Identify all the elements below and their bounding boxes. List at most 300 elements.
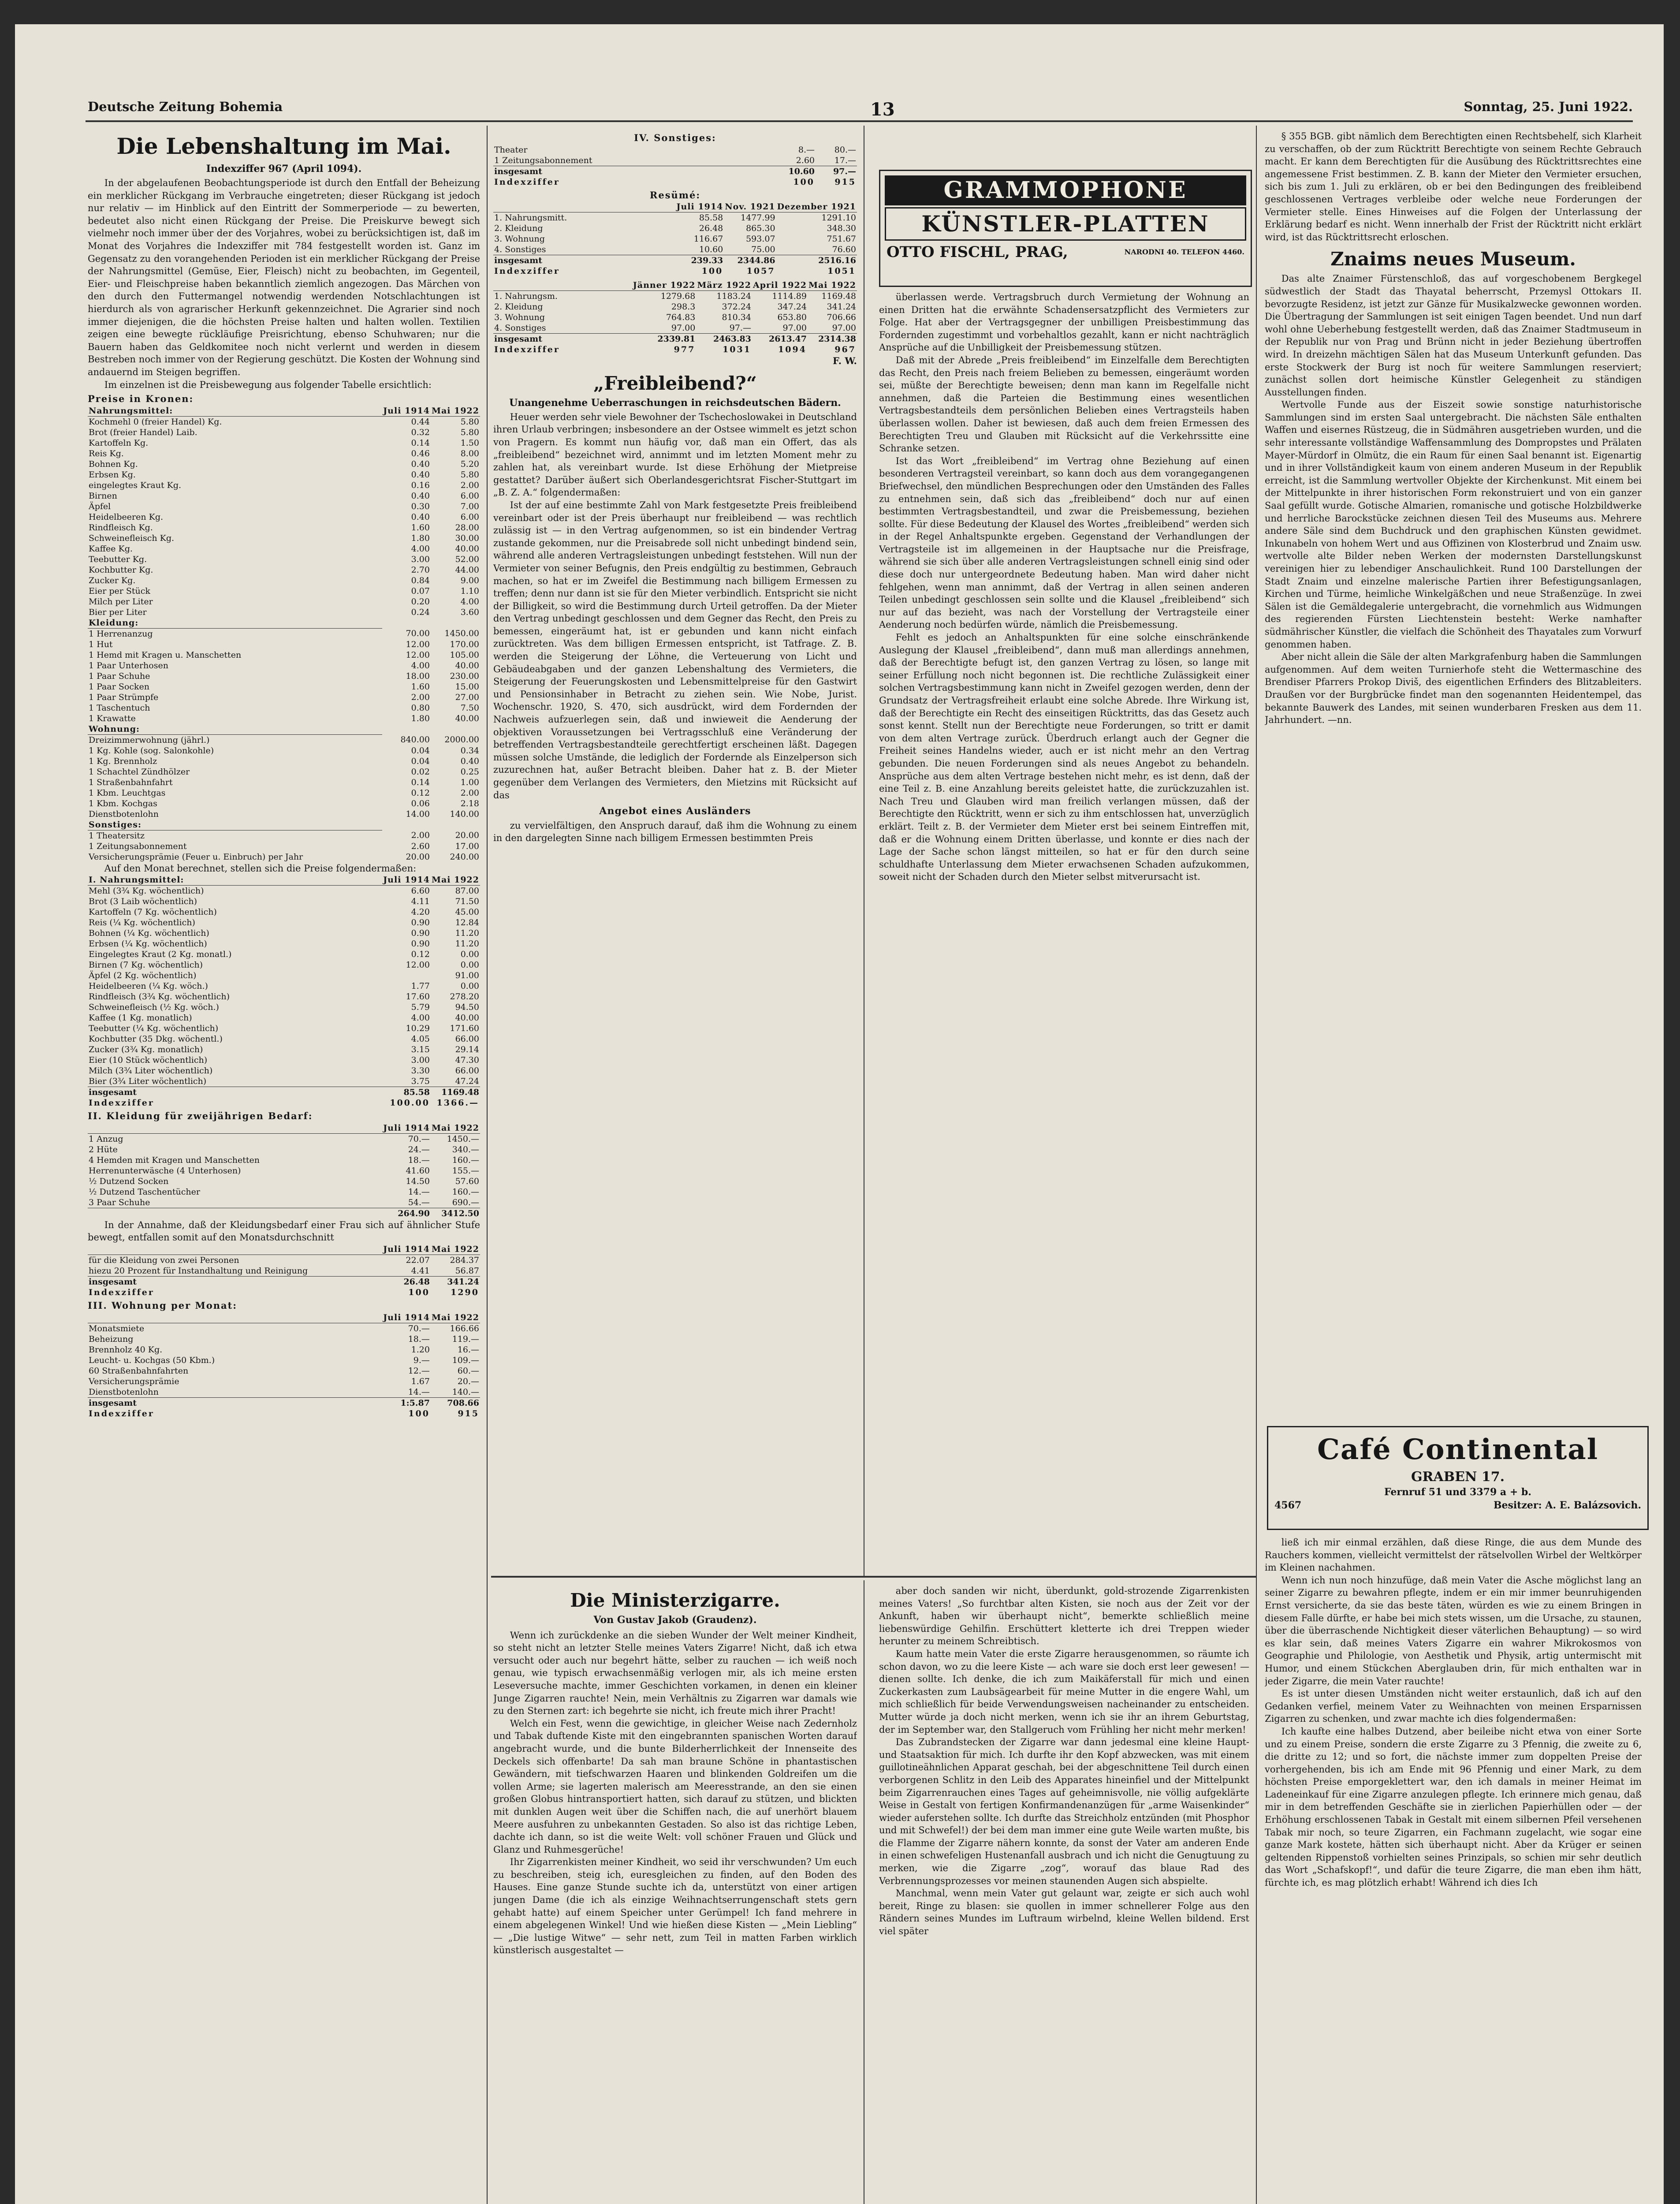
table-row [88, 1287, 480, 1298]
table-row [88, 660, 480, 671]
table-cell-label: 1 Zeitungsabonnement [494, 155, 592, 165]
column-rule-1 [487, 126, 488, 2204]
table-cell-label: 1 Hut [89, 639, 113, 649]
table-cell-label: Versicherungsprämie (Feuer u. Einbruch) per Jahr [89, 852, 303, 862]
table-cell-label: Leucht- u. Kochgas (50 Kbm.) [89, 1355, 215, 1365]
table-cell-label: ½ Dutzend Socken [89, 1176, 169, 1186]
table-cell-value: 230.00 [450, 671, 479, 681]
table-cell-value: 10.60 [774, 166, 816, 177]
table-cell-value: 14.— [408, 1187, 430, 1197]
table-cell-value: 706.66 [827, 313, 856, 323]
table-cell-value: 66.00 [455, 1034, 479, 1044]
table-cell-value: 71.50 [455, 897, 479, 907]
table-cell-value: 56.87 [455, 1266, 479, 1276]
table-cell-value: 0.24 [411, 607, 430, 617]
table-cell-value: 5.80 [460, 417, 479, 427]
signature: F. W. [832, 355, 857, 367]
table-row [88, 427, 480, 438]
table-cell-value: 0.40 [411, 512, 430, 522]
table-cell-value: 70.— [408, 1134, 430, 1144]
article-title-znaim: Znaims neues Museum. [1330, 248, 1576, 270]
column-rule-3 [1256, 126, 1257, 2204]
table-cell-value: 2.60 [796, 155, 815, 165]
table-row [88, 1044, 480, 1055]
table-cell-label: Schweinefleisch (½ Kg. wöch.) [89, 1002, 219, 1013]
table-cell-value [382, 970, 431, 981]
table-cell-value: 171.60 [450, 1024, 479, 1034]
table-cell-label: 1 Kg. Kohle (sog. Salonkohle) [89, 745, 214, 756]
table-cell-value: 6.60 [411, 886, 430, 896]
table-row [88, 1277, 480, 1288]
article-paragraph: Daß mit der Abrede „Preis freibleibend“ im Einzelfalle dem Berechtigten das Recht, den Preis nach freiem Belieben zu bemessen, eingeräumt worden sei, müßte der Berechtigte beweisen; denn man kann im Regelfalle nicht annehmen, daß die Parteien die Bestimmung eines wesentlichen Vertragsbestandteils dem persönlichen Belieben eines Vertragsteils haben überlassen wollen. Daher ist bewiesen, daß auch dem freien Ermessen des Berechtigten Treu und Glauben mit Rücksicht auf die Verkehrssitte eine Schranke setzen. [879, 354, 1249, 454]
table-cell-value: 1290 [451, 1288, 479, 1298]
table-cell-value: 100 [793, 177, 815, 187]
table-row [88, 1376, 480, 1387]
table-cell-value: 348.30 [827, 223, 856, 234]
table-cell-value: 5.20 [460, 459, 479, 469]
table-cell-value: 85.58 [382, 1087, 431, 1098]
table-cell-label: 1 Kbm. Kochgas [89, 798, 157, 808]
table-cell-value: Juli 1914 [383, 1123, 430, 1133]
table-cell-value: 1169.48 [431, 1087, 480, 1098]
table-row [88, 1334, 480, 1344]
table-row [88, 469, 480, 480]
table-cell-value: 4.00 [411, 660, 430, 670]
table-row [88, 886, 480, 897]
table-cell-value: 0.16 [411, 480, 430, 490]
table-cell-value: 2.70 [411, 565, 430, 575]
table-caption: Preise in Kronen: [88, 393, 194, 405]
table-cell-value: 8.— [798, 145, 815, 155]
table-row [493, 280, 857, 291]
table-cell-value: 166.66 [450, 1323, 479, 1333]
table-cell-value: 2.60 [411, 841, 430, 851]
table-cell-value: 1031 [723, 345, 751, 355]
table-cell-label: 1 Herrenanzug [89, 629, 153, 639]
table-cell-label: Bohnen (¼ Kg. wöchentlich) [89, 928, 209, 938]
table-cell-value: 967 [834, 345, 856, 355]
table-row [493, 255, 857, 266]
table-row [88, 681, 480, 692]
table-cell-value: 57.60 [455, 1176, 479, 1186]
table-cell-value: April 1922 [752, 280, 807, 290]
table-cell-value: 22.07 [406, 1255, 430, 1266]
article-paragraph: Ist der auf eine bestimmte Zahl von Mark festgesetzte Preis freibleibend vereinbart oder ist der Preis überhaupt nur freibleibend — was rechtlich zulässig ist — in den Vertrag aufgenommen, so ist ein bindender Vertrag zustande gekommen, nur die Preisabrede soll nicht unbedingt bindend sein, während alle anderen Vertragsleistungen unbedingt feststehen. Will nun der Vermieter von seiner Befugnis, den Preis endgültig zu bestimmen, Gebrauch machen, so hat er im Zweifel die Bestimmung nach billigem Ermessen zu treffen; denn nur dann ist sie für den Mieter verbindlich. Entspricht sie nicht der Billigkeit, so wird die Bestimmung durch Urteil getroffen. Da der Mieter den Vertrag unbedingt geschlossen und dem Gegner das Recht, den Preis zu bemessen, eingeräumt hat, ist er gebunden und kann nicht einfach zurücktreten. Was dem billigen Ermessen entspricht, ist Tatfrage. Z. B. werden die Steigerung der Löhne, die Verteuerung von Licht und Gebäudeabgaben und der ganzen Lebenshaltung des Vermieters, die Steigerung der Feuerungskosten und Lebensmittelpreise für den Gastwirt und Pensionsinhaber in Betracht zu ziehen sein. Wie Nobe, Jurist. Wochenschr. 1920, S. 470, sich ausdrückt, wird dem Fordernden der Nachweis aufzuerlegen sein, daß und inwieweit die Aenderung der objektiven Voraussetzungen bei Vertragsschluß eine Veränderung der betreffenden Vertragsbestandteile gerechtfertigt erscheinen läßt. Dagegen müssen solche Umstände, die lediglich der Fordernde als Einzelperson sich zuzurechnen hat, außer Betracht bleiben. Daher hat z. B. der Mieter gegenüber dem Verlangen des Vermieters, den Mietzins mit Rücksicht auf das [493, 499, 857, 800]
table-row [88, 798, 480, 809]
table-cell-value: 2344.86 [724, 255, 776, 266]
table-row [493, 201, 857, 212]
table-cell-label [88, 1312, 382, 1323]
sonstiges-title: IV. Sonstiges: [634, 132, 716, 143]
table-cell-value: 20.— [457, 1376, 479, 1386]
table-cell-value: 1279.68 [660, 291, 696, 302]
article-subhead: Angebot eines Ausländers [599, 805, 751, 817]
article-paragraph: überlassen werde. Vertragsbruch durch Vermietung der Wohnung an einen Dritten hat die erwähnte Schadensersatzpflicht des Vermieters zur Folge. Hat aber der Vertragsgegner der unbilligen Preisbestimmung das Fordernden zugestimmt und vorbehaltlos gezahlt, kann er nicht nachträglich Ansprüche auf die Unbilligkeit der Preisbemessung stützen. [879, 292, 1249, 353]
table-cell-value: 12.00 [406, 960, 430, 970]
table-cell-label: Kochbutter (35 Dkg. wöchentl.) [89, 1034, 223, 1044]
table-cell-value: 3.60 [460, 607, 479, 617]
table-cell-value: 0.04 [411, 756, 430, 766]
table-cell-value: 0.06 [411, 798, 430, 808]
table-cell-label: Birnen (7 Kg. wöchentlich) [89, 960, 203, 970]
article-paragraph: Wenn ich zurückdenke an die sieben Wunder der Welt meiner Kindheit, so steht nicht an letzter Stelle meines Vaters Zigarre! Nicht, daß ich etwa versucht oder auch nur begehrt hätte, selber zu rauchen — ich weiß noch genau, wie typisch erwachsenmäßig verlogen mir, als ich meine ersten Leseversuche machte, immer Geschichten vorkamen, in denen ein kleiner Junge Zigarren rauchte! Nein, mein Verhältnis zu Zigarren war damals wie zu den Sternen zart: ich begehrte sie nicht, ich freute mich ihrer Pracht! [493, 1630, 857, 1716]
table-cell-value: 47.30 [455, 1055, 479, 1065]
table-cell-value: 840.00 [400, 735, 430, 745]
table-row [88, 767, 480, 777]
table-cell-value: 0.12 [411, 788, 430, 798]
table-cell-label: Herrenunterwäsche (4 Unterhosen) [89, 1165, 241, 1176]
table-cell-value: 865.30 [746, 223, 775, 234]
table-cell-label: Monatsmiete [89, 1323, 145, 1333]
table-cell-value: 97.— [729, 323, 751, 333]
table-cell-value: 100 [701, 266, 723, 276]
table-cell-value: 0.40 [411, 491, 430, 501]
table-cell-label: 1 Straßenbahnfahrt [89, 777, 173, 787]
article-paragraph: Manchmal, wenn mein Vater gut gelaunt war, zeigte er sich auch wohl bereit, Ringe zu blasen: sie quollen in immer schnellerer Folge aus den Rändern seines Mundes im Luftraum wirbelnd, kleine Wellen bildend. Erst viel später [879, 1888, 1249, 1937]
table-cell-value: 1.80 [411, 713, 430, 723]
ad-cafe-owner-row [1268, 1499, 1647, 1512]
table-cell-value: 5.79 [411, 1002, 430, 1013]
table-cell-label: Kochbutter Kg. [89, 565, 153, 575]
table-row [88, 1387, 480, 1398]
table-cell-label: Kaffee (1 Kg. monatlich) [89, 1013, 192, 1023]
table-row [88, 1366, 480, 1376]
table-cell-value: 100 [408, 1288, 430, 1298]
table-row [88, 703, 480, 713]
feuilleton-column-1 [493, 1585, 857, 2204]
table-row [88, 734, 480, 745]
table-cell-value: Juli 1914 [383, 406, 430, 416]
table-cell-value: 11.20 [455, 928, 479, 938]
feuilleton-column-2 [879, 1585, 1249, 2204]
table-cell-label: ½ Dutzend Taschentücher [89, 1187, 200, 1197]
table-cell-value: 26.48 [699, 223, 723, 234]
table-cell-label: Indexziffer [494, 177, 560, 187]
table-cell-value: 1.67 [411, 1376, 430, 1386]
table-cell-value: 340.— [452, 1144, 479, 1154]
ad-line [887, 243, 1244, 261]
table-row [88, 554, 480, 565]
table-cell-value: Juli 1914 [383, 1244, 430, 1255]
table-cell-value: 2314.38 [808, 334, 857, 345]
table-cell-value: 0.25 [460, 767, 479, 777]
table-row [88, 480, 480, 491]
table-cell-value: 1051 [827, 266, 856, 276]
table-cell-value: 1094 [778, 345, 807, 355]
table-cell-value: 1.20 [411, 1344, 430, 1355]
table-row [493, 302, 857, 312]
table-cell-value: 44.00 [455, 565, 479, 575]
table-cell-value: Mai 1922 [431, 406, 479, 416]
table-row [88, 809, 480, 819]
table-row [88, 928, 480, 938]
table-row [88, 1133, 480, 1144]
table-row [88, 1087, 480, 1098]
table-cell-value: Juli 1914 [676, 202, 723, 212]
table-cell-value: 40.00 [455, 713, 479, 723]
table-cell-value: 977 [674, 345, 696, 355]
table-row [88, 745, 480, 756]
table-cell-label: Theater [494, 145, 528, 155]
table-cell-value: 100.00 [390, 1098, 430, 1108]
table-cell-value: 1:5.87 [382, 1397, 431, 1408]
table-cell-value: 8.00 [460, 448, 479, 458]
table-cell-label: Brot (3 Laib wöchentlich) [89, 897, 197, 907]
table-row [493, 323, 857, 334]
table-cell-label: Kaffee Kg. [89, 544, 133, 554]
clothing-monthly-table [88, 1244, 480, 1298]
table-cell-value: 1.00 [460, 777, 479, 787]
advertisement-grammophone [879, 170, 1252, 287]
table-cell-value: 4.00 [411, 544, 430, 554]
table-row [88, 639, 480, 650]
table-row [88, 448, 480, 459]
table-row [88, 1208, 480, 1219]
table-cell-value: 593.07 [746, 234, 775, 244]
table-cell-value: 9.00 [460, 575, 479, 585]
table-row [88, 512, 480, 522]
table-cell-value: 41.60 [406, 1165, 430, 1176]
table-cell-label: insgesamt [493, 334, 632, 345]
article-byline: Von Gustav Jakob (Graudenz). [593, 1614, 757, 1626]
table-cell-label: Dienstbotenlohn [89, 809, 159, 819]
table-cell-value: 60.— [457, 1366, 479, 1376]
header-rule [86, 120, 1633, 122]
table-cell-value: 1450.— [447, 1134, 479, 1144]
table-row [88, 1076, 480, 1087]
table-cell-label: Indexziffer [89, 1098, 154, 1108]
table-cell-value: 298.3 [671, 302, 696, 312]
table-row [88, 1266, 480, 1277]
table-cell-value: 85.58 [699, 213, 723, 223]
table-cell-label: Mehl (3¾ Kg. wöchentlich) [89, 886, 204, 896]
table-cell-value: 3.30 [411, 1066, 430, 1076]
table-cell-label: für die Kleidung von zwei Personen [89, 1255, 239, 1266]
table-cell-label: 1 Hemd mit Kragen u. Manschetten [89, 650, 242, 660]
column-4-top [1265, 130, 1642, 1417]
table-row [88, 1355, 480, 1366]
table-cell-label: Teebutter (¼ Kg. wöchentlich) [89, 1024, 219, 1034]
article-paragraph: Auf den Monat berechnet, stellen sich die Preise folgendermaßen: [104, 863, 417, 874]
table-cell-label: Kochmehl 0 (freier Handel) Kg. [89, 417, 222, 427]
table-cell-value: 0.40 [411, 459, 430, 469]
table-cell-value: 0.90 [411, 918, 430, 928]
table-row [493, 334, 857, 345]
table-cell-label: 1 Theatersitz [89, 830, 145, 841]
table-cell-value: 240.00 [450, 852, 479, 862]
table-cell-value: 16.— [457, 1344, 479, 1355]
table-cell-label: insgesamt [88, 1277, 382, 1288]
table-row [88, 575, 480, 586]
article-paragraph: Ihr Zigarrenkisten meiner Kindheit, wo seid ihr verschwunden? Um euch zu beschreiben, steig ich, euresgleichen zu finden, auf den Boden des Hauses. Eine ganze Stunde suchte ich da, unterstützt von einer artigen jungen Dame (die ich als einzige Weihnachtserrungenschaft stets gern gehabt hatte) auf einem Speicher unter Gerümpel! Ich fand mehrere in einem abgelegenen Winkel! Und wie hießen diese Kisten — „Mein Liebling“ — „Die lustige Witwe“ — sehr nett, zum Teil in matten Farben wirklich künstlerisch ausgestaltet — [493, 1857, 857, 1956]
table-cell-label: Heidelbeeren (¼ Kg. wöch.) [89, 981, 208, 991]
table-cell-label: 1 Schachtel Zündhölzer [89, 767, 190, 777]
table-row [88, 788, 480, 798]
ad-cafe-phone: Fernruf 51 und 3379 a + b. [1384, 1486, 1531, 1498]
ad-address: NARODNI 40. TELEFON 4460. [1124, 248, 1244, 256]
table-cell-value: 109.— [452, 1355, 479, 1365]
table-row [493, 223, 857, 234]
table-cell-value: 2000.00 [444, 735, 479, 745]
table-cell-value: 0.14 [411, 438, 430, 448]
newspaper-page [15, 24, 1664, 2204]
table-cell-label: Erbsen (¼ Kg. wöchentlich) [89, 939, 207, 949]
table-row [88, 981, 480, 991]
article-subtitle-lebenshaltung: Indexziffer 967 (April 1094). [206, 163, 362, 175]
table-row [88, 438, 480, 448]
table-cell-value: Nov. 1921 [725, 202, 775, 212]
column-3-top [879, 291, 1249, 1571]
housing-table [88, 1312, 480, 1419]
table-cell-value: 1.60 [411, 522, 430, 532]
table-cell-value: 341.24 [827, 302, 856, 312]
table-row [493, 234, 857, 244]
table-cell-label: 3. Wohnung [494, 234, 545, 244]
table-cell-label: hiezu 20 Prozent für Instandhaltung und Reinigung [89, 1266, 308, 1276]
table-cell-value: 810.34 [722, 313, 751, 323]
price-table [88, 406, 480, 862]
table-cell-value: 915 [834, 177, 856, 187]
advertisement-cafe-continental [1267, 1426, 1649, 1530]
table-cell-value: 2.00 [460, 788, 479, 798]
table-cell-value: 278.20 [450, 992, 479, 1002]
table-cell-label: Birnen [89, 491, 117, 501]
table-cell-value: 0.00 [460, 949, 479, 960]
table-row [88, 907, 480, 917]
table-row [88, 1344, 480, 1355]
article-paragraph: Im einzelnen ist die Preisbewegung aus folgender Tabelle ersichtlich: [104, 379, 432, 390]
table-row [88, 1034, 480, 1044]
article-paragraph: In der Annahme, daß der Kleidungsbedarf einer Frau sich auf ähnlicher Stufe bewegt, entfallen somit auf den Monatsdurchschnitt [88, 1219, 480, 1243]
article-paragraph: Fehlt es jedoch an Anhaltspunkten für eine solche einschränkende Auslegung der Klausel „freibleibend“, dann muß man allerdings annehmen, daß der Berechtigte befugt ist, den ganzen Vertrag zu lösen, so lange mit seiner Erfüllung noch nicht begonnen ist. Die rechtliche Zulässigkeit einer solchen Vertragsbestimmung kann nicht in Zweifel gezogen werden, denn der Grundsatz der Vertragsfreiheit erlaubt eine solche Abrede. Ihre Wirkung ist, daß der Berechtigte ein Recht des einseitigen Rücktritts, das das Gesetz auch sonst kennt. Stellt nun der Berechtigte neue Forderungen, so tritt er damit von dem alten Vertrage zurück. Überdruch erlangt auch der Gegner die Freiheit seines Handelns wieder, auch er ist nicht mehr an den Vertrag gebunden. Die neuen Forderungen sind als neues Angebot zu behandeln. Ansprüche aus dem alten Vertrage bestehen nicht mehr, es ist denn, daß der eine Teil z. B. eine Anzahlung bereits geleistet hatte, die zurückzuzahlen ist. Nach Treu und Glauben wird man freilich verlangen müssen, daß der Berechtigte den Rücktritt, wenn er sich zu ihm entschlossen hat, unverzüglich erklärt. Teilt z. B. der Vermieter dem Mieter erst bei seinem Eintreffen mit, daß er die Wohnung einem Dritten überlasse, und konnte er dies nach der Lage der Sache schon längst mitteilen, so hat er für den durch seine schuldhafte Unterlassung dem Mieter erwachsenen Schaden aufzukommen, soweit nicht der Schaden durch den Mieter selbst mitverursacht ist. [879, 632, 1249, 882]
table-cell-value: 1.77 [411, 981, 430, 991]
table-cell-label: 1 Paar Socken [89, 681, 149, 692]
table-cell-label: Teebutter Kg. [89, 554, 147, 564]
table-cell-value: 160.— [452, 1155, 479, 1165]
table-cell-value: 341.24 [431, 1277, 480, 1288]
table-cell-value: 4.20 [411, 907, 430, 917]
table-cell-value: Dezember 1921 [777, 202, 856, 212]
table-row [88, 459, 480, 469]
table-cell-value: 12.— [408, 1366, 430, 1376]
table-cell-value: 20.00 [455, 830, 479, 841]
table-cell-label: Reis (¼ Kg. wöchentlich) [89, 918, 195, 928]
table-cell-value: 0.44 [411, 417, 430, 427]
table-cell-value: 17.— [834, 155, 856, 165]
housing-table-title: III. Wohnung per Monat: [88, 1300, 238, 1311]
table-cell-value: 0.40 [460, 756, 479, 766]
table-cell-value: 0.04 [411, 745, 430, 756]
table-row [88, 565, 480, 575]
table-cell-value: 264.90 [382, 1208, 431, 1219]
article-paragraph: Wertvolle Funde aus der Eiszeit sowie sonstige naturhistorische Sammlungen sind im ersten Saal untergebracht. Die nächsten Säle enthalten Waffen und eisernes Rüstzeug, die in Südmähren ausgetrieben wurden, und die sehr interessante vollständige Waffensammlung des Dompropstes und Prälaten Mayer-Mürdorf in Olmütz, die ein Raum für einen Saal benannt ist. Eigenartig und in ihrer Vollständigkeit kaum von einem anderen Museum in der Republik erreicht, ist die Sammlung wertvoller Objekte der Kirchenkunst. Mit einem bei der Mittelpunkte in ihrer historischen Form rekonstruiert und von ein ganzer Saal gefüllt wurde. Gotische Almarien, romanische und gotische Holzbildwerke und herrliche Barockstücke zeichnen diesen Teil des Museums aus. Mehrere andere Säle sind dem Buchdruck und den graphischen Künsten gewidmet. Inkunabeln von hohem Wert und aus Offizinen von Klosterbrud und Znaim usw. wertvolle alte Bilder neben Werken der modernsten Darstellungskunst vereinigen hier zu lebendiger Anschaulichkeit. Rund 100 Darstellungen der Stadt Znaim und einzelne malerische Partien ihrer Befestigungsanlagen, Kirchen und Türme, heimliche Winkelgäßchen und neue Straßenzüge. In zwei Sälen ist die Gemäldegalerie untergebracht, die vornehmlich aus Widmungen des regierenden Fürsten Liechtenstein besteht: Werke namhafter südmährischer Künstler, die vielfach die Schönheit des Thayatales zum Vorwurf genommen haben. [1265, 399, 1642, 650]
table-cell-value: 70.— [408, 1323, 430, 1333]
table-cell-value: 17.00 [455, 841, 479, 851]
article-paragraph: Das Zubrandstecken der Zigarre war dann jedesmal eine kleine Haupt- und Staatsaktion für mich. Ich durfte ihr den Kopf abzwecken, was mit einem guillotineähnlichen Apparat geschah, bei der abgeschnittene Teil durch einen verborgenen Schlitz in den Leib des Apparates hineinfiel und der Mittelpunkt beim Zigarrenrauchen eines Tages auf geheimnisvolle, nie völlig aufgeklärte Weise in Gestalt von fertigen Konfirmandenanzügen für „arme Waisenkinder“ wieder auferstehen sollte. Ich durfte das Streichholz entzünden (mit Phosphor und mit Schwefel!) der bei dem man immer eine gute Weile warten mußte, bis die Flamme der Zigarre nähern konnte, da sonst der Vater am anderen Ende in einen schwefeligen Hustenanfall ausbrach und ich nicht die Genugtuung zu merken, wie die Zigarre „zog“, worauf das blaue Rad des Verbrennungsprozesses vor meinen staunenden Augen sich abspielte. [879, 1737, 1249, 1886]
table-row [88, 1155, 480, 1165]
table-cell-value: 40.00 [455, 660, 479, 670]
table-row [88, 406, 480, 417]
table-cell-value: 30.00 [455, 533, 479, 543]
table-row [88, 819, 480, 830]
clothing-table [88, 1123, 480, 1219]
table-cell-label: 1 Zeitungsabonnement [89, 841, 187, 851]
article-paragraph: ließ ich mir einmal erzählen, daß diese Ringe, die aus dem Munde des Rauchers kommen, vielleicht vermittelst der rätselvollen Wirbel der Weltkörper im Kleinen nachahmen. [1265, 1537, 1642, 1573]
table-cell-label: Dienstbotenlohn [89, 1387, 159, 1397]
table-cell-value: 764.83 [666, 313, 696, 323]
table-row [493, 166, 857, 177]
sonstiges-table [493, 145, 857, 187]
table-cell-value: Mai 1922 [431, 875, 479, 885]
table-cell-value: 18.— [408, 1334, 430, 1344]
table-row [88, 1187, 480, 1197]
table-cell-label: Beheizung [89, 1334, 134, 1344]
table-row [88, 917, 480, 928]
table-row [88, 1055, 480, 1065]
table-cell-value: 690.— [452, 1197, 479, 1207]
table-cell-value: 1.60 [411, 681, 430, 692]
table-cell-value: 116.67 [693, 234, 723, 244]
table-cell-value: 76.60 [832, 245, 856, 255]
table-cell-value: 2613.47 [752, 334, 808, 345]
clothing-table-title: II. Kleidung für zweijährigen Bedarf: [88, 1110, 313, 1122]
table-cell-label: I. Nahrungsmittel: [88, 875, 382, 886]
table-cell-label: Nahrungsmittel: [88, 406, 382, 417]
table-cell-label: Äpfel (2 Kg. wöchentlich) [89, 971, 197, 981]
table-row [88, 596, 480, 607]
table-cell-value: 40.00 [455, 1013, 479, 1023]
table-row [88, 1123, 480, 1134]
table-cell-value: Mai 1922 [431, 1123, 479, 1133]
table-row [88, 777, 480, 788]
article-paragraph: zu vervielfältigen, den Anspruch darauf, daß ihm die Wohnung zu einem in den dargelegten Sinne nach billigem Ermessen bestimmten Preis [493, 820, 857, 844]
table-cell-label: 60 Straßenbahnfahrten [89, 1366, 189, 1376]
table-cell-label: 2 Hüte [89, 1144, 118, 1154]
article-paragraph: Ich kaufte eine halbes Dutzend, aber beileibe nicht etwa von einer Sorte und zu einem Preise, sondern die erste Zigarre zu 3 Pfennig, die zweite zu 6, die dritte zu 12; und so fort, die nächste immer zum doppelten Preise der vorhergehenden, bis ich am Ende mit 96 Pfennig und einer Mark, zu dem höchsten Preise emporgeklettert war, den ich damals in meiner Heimat im Ladeneinkauf für eine Zigarre anzulegen pflegte. Ich erinnere mich genau, daß mir in dem betreffenden Geschäfte sie in zierlichen Papierhüllen oder — der Erhöhung erschlossenen Tabak in Gestalt mit einem silbernen Pfeil versehenen Tabak mir noch, so teure Zigarren, ein Fachmann zugelacht, wie sogar eine ganze Mark kostete, hätten sich überhaupt nicht. Aber da Krüger er seinen geltenden Rippenstoß vorhielten seines Prinzipals, so schien mir sehr deutlich das Wort „Schafskopf!“, und dafür die teure Zigarre, die man eben ihm hätt, fürchte ich, es mag plötzlich erhabt! Während ich dies Ich [1265, 1726, 1642, 1888]
ad-cafe-owner-label: Besitzer: [1493, 1500, 1542, 1511]
table-cell-label: Indexziffer [89, 1408, 154, 1418]
table-cell-value: 27.00 [455, 692, 479, 702]
table-row [88, 522, 480, 533]
table-cell-value: 9.— [413, 1355, 430, 1365]
feuilleton-column-3 [1265, 1536, 1642, 2204]
table-row [88, 1176, 480, 1187]
table-row [88, 1002, 480, 1013]
table-cell-value: 708.66 [431, 1397, 480, 1408]
table-row [88, 1312, 480, 1323]
table-cell-label: Heidelbeeren Kg. [89, 512, 164, 522]
table-row [88, 1098, 480, 1108]
table-cell-value: 2463.83 [696, 334, 752, 345]
table-cell-label: Eier per Stück [89, 586, 150, 596]
table-row [493, 177, 857, 187]
table-row [88, 692, 480, 703]
table-cell-value: 1169.48 [821, 291, 856, 302]
article-paragraph: Aber nicht allein die Säle der alten Markgrafenburg haben die Sammlungen aufgenommen. Auf dem weiten Turnierhofe steht die Wettermaschine des Brendiser Pfarrers Prokop Diviš, des eigentlichen Erfinders des Blitzableiters. Draußen vor der Burgbrücke findet man den sogenannten Heidentempel, das bekannte Bauwerk des Landes, mit seinen wunderbaren Fresken aus dem 11. Jahrhundert. —nn. [1265, 652, 1642, 726]
table-cell-value: 140.— [452, 1387, 479, 1397]
table-cell-value: 915 [458, 1408, 479, 1418]
table-row [88, 416, 480, 427]
table-cell-value: 24.— [408, 1144, 430, 1154]
column-1 [88, 130, 480, 2204]
table-cell-value: 5.80 [460, 469, 479, 480]
table-cell-value: 11.20 [455, 939, 479, 949]
table-cell-value: 40.00 [455, 544, 479, 554]
table-cell-label [88, 1244, 382, 1255]
table-cell-value: 7.00 [460, 501, 479, 511]
issue-date: Sonntag, 25. Juni 1922. [1464, 99, 1633, 114]
table-row [88, 533, 480, 544]
